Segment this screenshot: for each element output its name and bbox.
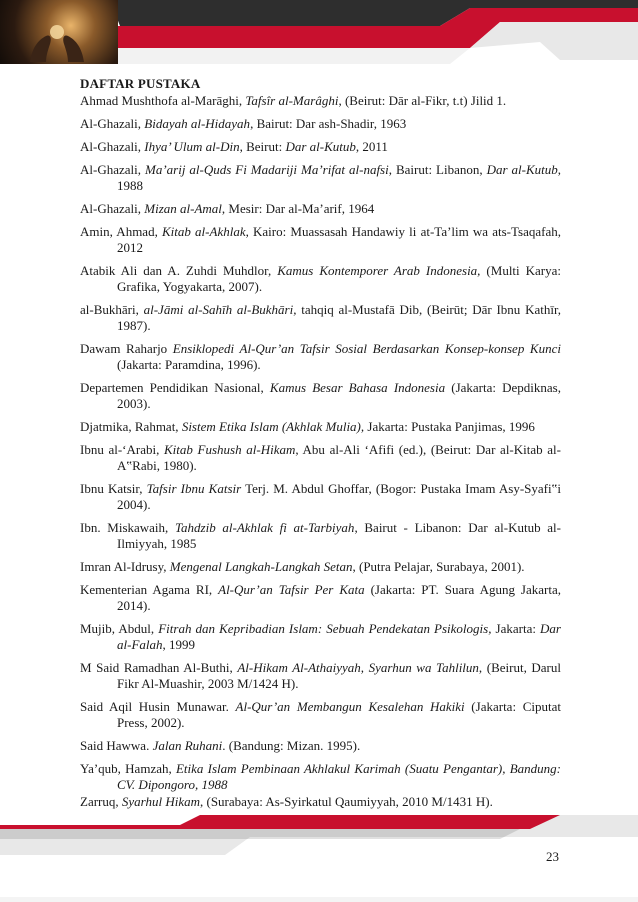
entry-year: , 2011: [355, 139, 388, 154]
entry-publication: , (Putra Pelajar, Surabaya, 2001).: [352, 559, 525, 574]
entry-author: Djatmika, Rahmat,: [80, 419, 182, 434]
entry-year: , 1988: [117, 162, 561, 193]
entry-publication: . (Bandung: Mizan. 1995).: [222, 738, 361, 753]
entry-publisher-italic: Dar al-Falah: [117, 621, 561, 652]
bibliography-entry: [80, 520, 561, 552]
entry-title: Tafsir Ibnu Katsir: [146, 481, 242, 496]
entry-author: Mujib, Abdul,: [80, 621, 159, 636]
entry-publication: , Bairut - Libanon: Dar al-Kutub al-Ilmiyyah, 1985: [117, 520, 561, 551]
bibliography-entry: [80, 201, 561, 217]
bibliography-entry: [80, 116, 561, 132]
entry-author: Al-Ghazali,: [80, 201, 145, 216]
entry-title: Jalan Ruhani: [152, 738, 223, 753]
entry-title: Ma’arij al-Quds Fi Madariji Ma’rifat al-nafsi: [144, 162, 389, 177]
bibliography-entry: [80, 302, 561, 334]
entry-title: Bidayah al-Hidayah: [144, 116, 251, 131]
bibliography-entry: [80, 481, 561, 513]
bibliography-entry: [80, 380, 561, 412]
entry-publication: , (Beirut, Darul Fikr Al-Muashir, 2003 M/1424 H).: [117, 660, 561, 691]
entry-title: Mengenal Langkah-Langkah Setan: [169, 559, 353, 574]
entry-author: Ya’qub, Hamzah,: [80, 761, 176, 776]
bibliography-section: [80, 76, 561, 817]
entry-publication: , Abu al-Ali ‘Afifi (ed.), (Beirut: Dar al-Kitab al-A‟Rabi, 1980).: [117, 442, 562, 473]
entry-publication: (Jakarta: PT. Suara Agung Jakarta, 2014).: [117, 582, 561, 613]
bibliography-entry: [80, 738, 561, 754]
entry-publication: (Jakarta: Ciputat Press, 2002).: [117, 699, 561, 730]
bibliography-entry: [80, 139, 561, 155]
entry-title: Ihya’ Ulum al-Din: [144, 139, 240, 154]
entry-title: Kitab Fushush al-Hikam: [164, 442, 296, 457]
entry-title: Kamus Kontemporer Arab Indonesia,: [277, 263, 481, 278]
entry-publication: (Jakarta: Depdiknas, 2003).: [117, 380, 561, 411]
bibliography-entry: [80, 93, 561, 109]
entry-author: Said Aqil Husin Munawar.: [80, 699, 236, 714]
entry-author: al-Bukhāri,: [80, 302, 144, 317]
bibliography-entry: [80, 419, 561, 435]
entry-publication: (Multi Karya: Grafika, Yogyakarta, 2007).: [117, 263, 562, 294]
entry-publication: , (Beirut: Dār al-Fikr, t.t) Jilid 1.: [338, 93, 507, 108]
entry-title: al-Jāmi al-Sahīh al-Bukhāri,: [143, 302, 297, 317]
entry-author: Amin, Ahmad,: [80, 224, 162, 239]
entry-author: Al-Ghazali,: [80, 116, 145, 131]
section-heading: DAFTAR PUSTAKA: [80, 76, 201, 91]
entry-title: Etika Islam Pembinaan Akhlakul Karimah (Suatu Pengantar), Bandung: CV. Dipongoro, 1988: [117, 761, 562, 792]
entry-title: Al-Qur’an Membangun Kesalehan Hakiki: [235, 699, 465, 714]
bibliography-list: [80, 93, 561, 810]
entry-publication: , Beirut:: [239, 139, 286, 154]
praying-hands-photo: [0, 0, 118, 64]
praying-hands-icon: [22, 18, 92, 62]
entry-title: Sistem Etika Islam (Akhlak Mulia),: [181, 419, 365, 434]
entry-publication: Jakarta:: [491, 621, 541, 636]
bibliography-entry: [80, 442, 561, 474]
bibliography-entry: [80, 699, 561, 731]
entry-title: Tafsîr al-Marâghi: [245, 93, 339, 108]
bibliography-entry: [80, 162, 561, 194]
entry-publication: , Bairut: Libanon,: [388, 162, 487, 177]
entry-author: Imran Al-Idrusy,: [80, 559, 170, 574]
entry-author: Al-Ghazali,: [80, 139, 145, 154]
entry-publication: , (Surabaya: As-Syirkatul Qaumiyyah, 2010 M/1431 H).: [200, 794, 493, 809]
entry-title: Kamus Besar Bahasa Indonesia: [269, 380, 446, 395]
entry-author: Al-Ghazali,: [80, 162, 145, 177]
entry-title: Mizan al-Amal: [144, 201, 222, 216]
entry-title: Tahdzib al-Akhlak fi at-Tarbiyah: [174, 520, 355, 535]
entry-publication: tahqiq al-Mustafā Dib, (Beirūt; Dār Ibnu Kathīr, 1987).: [117, 302, 562, 333]
bibliography-entry: [80, 559, 561, 575]
entry-author: Said Hawwa.: [80, 738, 153, 753]
page-footer-banner: [0, 815, 638, 902]
entry-title: Ensiklopedi Al-Qur’an Tafsir Sosial Berdasarkan Konsep-konsep Kunci: [172, 341, 561, 356]
entry-year: , 1999: [162, 637, 195, 652]
entry-author: Kementerian Agama RI,: [80, 582, 219, 597]
entry-title: Fitrah dan Kepribadian Islam: Sebuah Pendekatan Psikologis,: [158, 621, 492, 636]
bibliography-entry: [80, 660, 561, 692]
footer-graphic: [0, 815, 638, 902]
bibliography-entry: [80, 582, 561, 614]
entry-publisher-italic: Dar al-Kutub: [486, 162, 558, 177]
bibliography-entry: [80, 761, 561, 793]
entry-publisher-italic: Dar al-Kutub: [285, 139, 356, 154]
entry-author: Ahmad Mushthofa al-Marāghi,: [80, 93, 246, 108]
entry-author: Ibnu al-‘Arabi,: [80, 442, 165, 457]
entry-title: Kitab al-Akhlak,: [162, 224, 249, 239]
bibliography-entry: [80, 794, 561, 810]
entry-publication: Kairo: Muassasah Handawiy li at-Ta’lim wa ats-Tsaqafah, 2012: [117, 224, 561, 255]
entry-title: Al-Hikam Al-Athaiyyah, Syarhun wa Tahlilun: [237, 660, 479, 675]
page-number: 23: [546, 849, 559, 864]
entry-author: Ibn. Miskawaih,: [80, 520, 175, 535]
entry-author: Departemen Pendidikan Nasional,: [80, 380, 270, 395]
entry-author: M Said Ramadhan Al-Buthi,: [80, 660, 238, 675]
entry-title: Syarhul Hikam: [121, 794, 200, 809]
entry-publication: Jakarta: Pustaka Panjimas, 1996: [364, 419, 535, 434]
page-header-banner: [0, 0, 638, 70]
entry-title: Al-Qur’an Tafsir Per Kata: [218, 582, 365, 597]
entry-author: Zarruq,: [80, 794, 122, 809]
entry-author: Dawam Raharjo: [80, 341, 173, 356]
entry-publication: , Mesir: Dar al-Ma’arif, 1964: [221, 201, 375, 216]
entry-author: Ibnu Katsir,: [80, 481, 147, 496]
entry-publication: , Bairut: Dar ash-Shadir, 1963: [250, 116, 407, 131]
entry-author: Atabik Ali dan A. Zuhdi Muhdlor,: [80, 263, 278, 278]
bibliography-entry: [80, 341, 561, 373]
entry-publication: (Jakarta: Paramdina, 1996).: [117, 357, 261, 372]
entry-publication: Terj. M. Abdul Ghoffar, (Bogor: Pustaka Imam Asy-Syafi‟i 2004).: [117, 481, 561, 512]
bibliography-entry: [80, 263, 561, 295]
bibliography-entry: [80, 224, 561, 256]
bibliography-entry: [80, 621, 561, 653]
